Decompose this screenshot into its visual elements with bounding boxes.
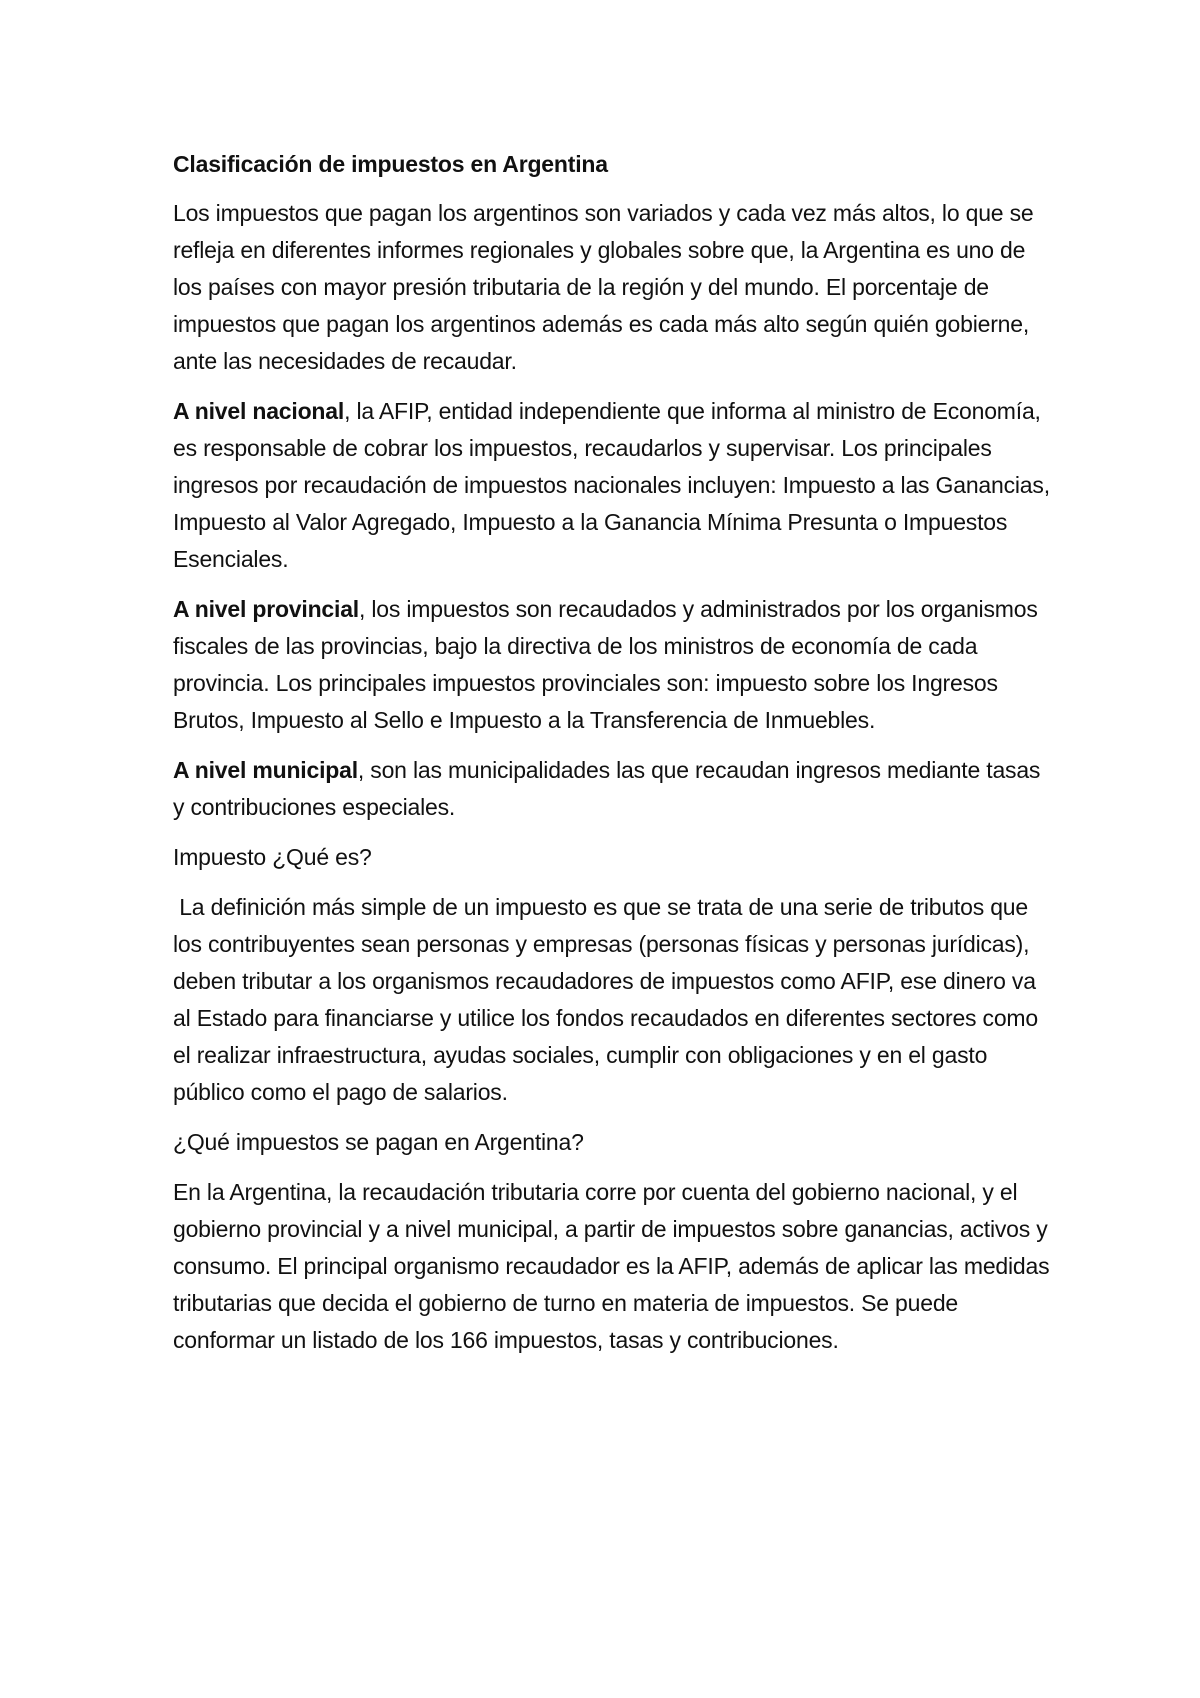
closing-paragraph: En la Argentina, la recaudación tributaria corre por cuenta del gobierno nacional, y el gobierno provincial y a nivel municipal, a partir de impuestos sobre ganancias, activos y consumo. El principal organismo recaudador es la AFIP, además de aplicar las medidas tributarias que decida el gobierno de turno en materia de impuestos. Se puede conformar un listado de los 166 impuestos, tasas y contribuciones. [173, 1179, 1050, 1353]
question-impuestos-argentina: ¿Qué impuestos se pagan en Argentina? [173, 1129, 584, 1155]
provincial-text: , los impuestos son recaudados y administrados por los organismos fiscales de las provincias, bajo la directiva de los ministros de economía de cada provincia. Los principales impuestos provinciales son: impuesto sobre los Ingresos Brutos, Impuesto al Sello e Impuesto a la Transferencia de Inmuebles. [173, 596, 1038, 733]
intro-paragraph: Los impuestos que pagan los argentinos son variados y cada vez más altos, lo que se refleja en diferentes informes regionales y globales sobre que, la Argentina es uno de los países con mayor presión tributaria de la región y del mundo. El porcentaje de impuestos que pagan los argentinos además es cada más alto según quién gobierne, ante las necesidades de recaudar. [173, 200, 1034, 374]
definition-paragraph: La definición más simple de un impuesto es que se trata de una serie de tributos que los contribuyentes sean personas y empresas (personas físicas y personas jurídicas), deben tributar a los organismos recaudadores de impuestos como AFIP, ese dinero va al Estado para financiarse y utilice los fondos recaudados en diferentes sectores como el realizar infraestructura, ayudas sociales, cumplir con obligaciones y en el gasto público como el pago de salarios. [173, 894, 1045, 1105]
provincial-lead: A nivel provincial [173, 596, 359, 622]
document-body [173, 146, 1053, 1372]
nacional-lead: A nivel nacional [173, 398, 345, 424]
municipal-text: , son las municipalidades las que recaudan ingresos mediante tasas y contribuciones especiales. [173, 757, 1041, 820]
nacional-paragraph [173, 393, 1053, 578]
municipal-lead: A nivel municipal [173, 757, 358, 783]
question-impuesto: Impuesto ¿Qué es? [173, 844, 372, 870]
document-title: Clasificación de impuestos en Argentina [173, 151, 608, 177]
municipal-paragraph [173, 752, 1053, 826]
provincial-paragraph [173, 591, 1053, 739]
nacional-text: , la AFIP, entidad independiente que informa al ministro de Economía, es responsable de cobrar los impuestos, recaudarlos y supervisar. Los principales ingresos por recaudación de impuestos nacionales incluyen: Impuesto a las Ganancias, Impuesto al Valor Agregado, Impuesto a la Ganancia Mínima Presunta o Impuestos Esenciales. [173, 398, 1050, 572]
